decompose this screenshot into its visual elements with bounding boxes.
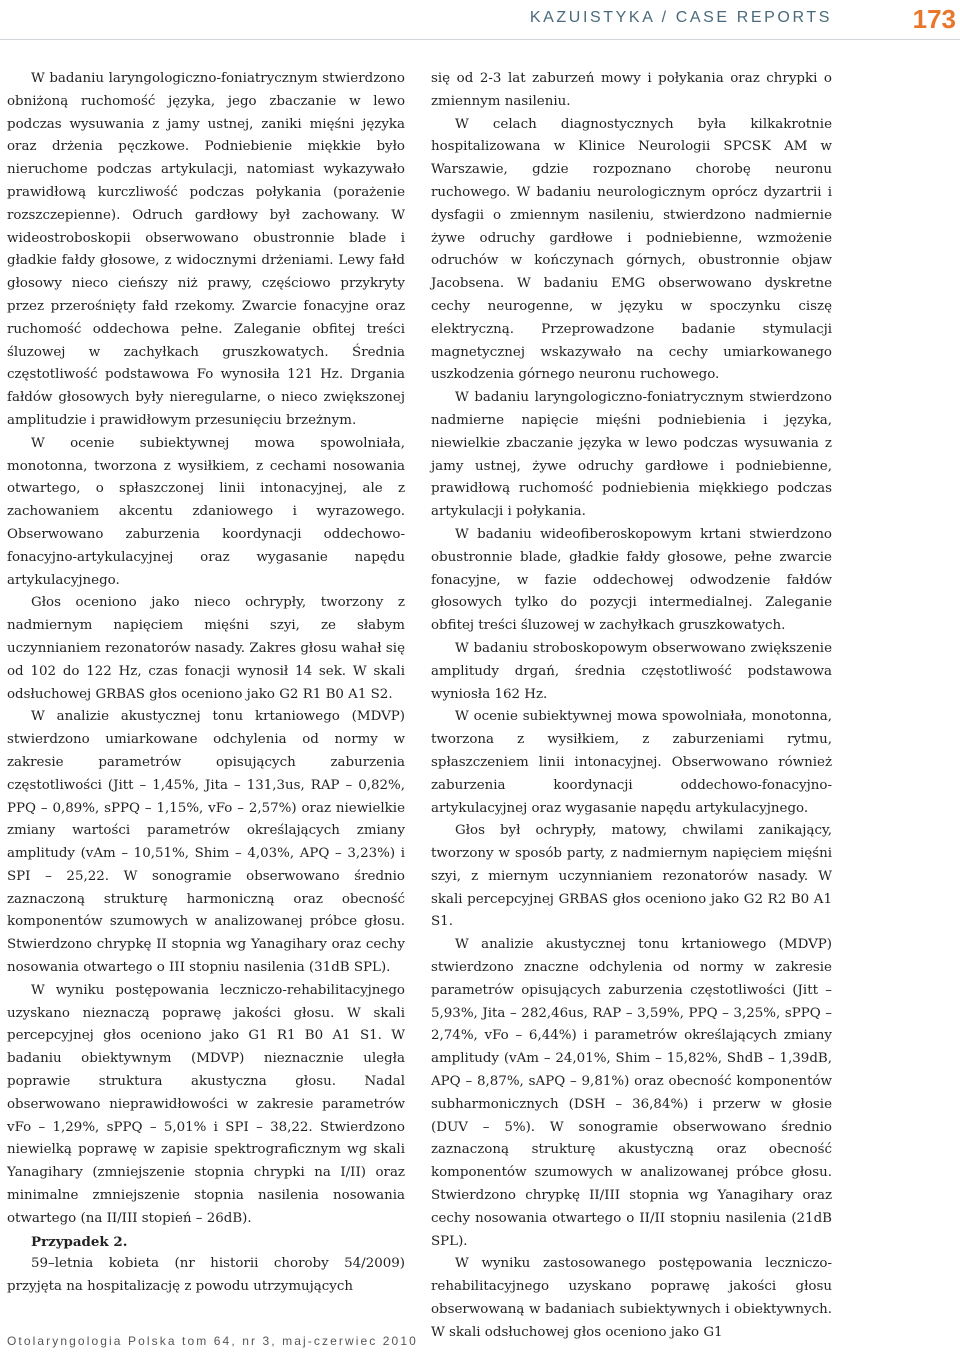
paragraph: W badaniu wideofiberoskopowym krtani stwierdzono obustronnie blade, gładkie fałdy głosowe, pełne zwarcie fonacyjne, w fazie oddechowej odwodzenie fałdów głosowych tylko do pozycji intermedialnej. Zaleganie obfitej treści śluzowej w zachyłkach gruszkowatych. <box>431 526 832 634</box>
running-head: KAZUISTYKA / CASE REPORTS <box>529 9 832 26</box>
paragraph: W badaniu laryngologiczno-foniatrycznym stwierdzono nadmierne napięcie mięśni podniebienia i języka, niewielkie zbaczanie języka w lewo podczas wysuwania z jamy ustnej, żywe odruchy gardłowe i podniebienne, prawidłową ruchomość podniebienia miękkiego podczas artykulacji i połykania. <box>431 390 832 520</box>
paragraph: 59–letnia kobieta (nr historii choroby 54/2009) przyjęta na hospitalizację z powodu utrzymujących <box>7 1256 405 1295</box>
paragraph: W analizie akustycznej tonu krtaniowego (MDVP) stwierdzono znaczne odchylenia od normy w zakresie parametrów opisujących zaburzenia częstotliwości (Jitt – 5,93%, Jita – 282,46us, RAP – 3,59%, PPQ – 3,25%, sPPQ – 2,74%, vFo – 6,44%) i parametrów określających zmiany amplitudy (vAm – 24,01%, Shim – 15,82%, ShdB – 1,39dB, APQ – 8,87%, sAPQ – 9,81%) oraz obecność komponentów subharmonicznych (DSH – 36,84%) i przerw w głosie (DUV – 5%). W sonogramie obserwowano średnio zaznaczoną strukturę akustyczną oraz obecność komponentów szumowych w analizowanej próbce głosu. Stwierdzono chrypkę II/III stopnia wg Yanagihary oraz cechy nosowania otwartego o II/II stopniu nasilenia (21dB SPL). <box>431 937 832 1249</box>
paragraph: W ocenie subiektywnej mowa spowolniała, monotonna, tworzona z wysiłkiem, z cechami nosowania otwartego, o spłaszczonej linii intonacyjnej, ale z zachowaniem akcentu zdaniowego i wyrazowego. Obserwowano zaburzenia koordynacji oddechowo-fonacyjno-artykulacyjnej oraz wygasanie napędu artykulacyjnego. <box>7 435 405 588</box>
paragraph: W ocenie subiektywnej mowa spowolniała, monotonna, tworzona z wysiłkiem, z zaburzeniami rytmu, spłaszczeniem linii intonacyjnej. Obserwowano również zaburzenia koordynacji oddechowo-fonacyjno-artykulacyjnej oraz wygasanie napędu artykulacyjnego. <box>431 709 832 816</box>
page-number: 173 <box>912 4 956 34</box>
paragraph: W celach diagnostycznych była kilkakrotnie hospitalizowana w Klinice Neurologii SPCSK AM w Warszawie, gdzie rozpoznano chorobę neuronu ruchowego. W badaniu neurologicznym oprócz dyzartrii i dysfagii o zmiennym nasileniu, stwierdzono nadmiernie żywe odruchy gardłowe i podniebienne, wzmożenie odruchów w kończynach górnych, obustronnie objaw Jacobsena. W badaniu EMG obserwowano dyskretne cechy neurogenne, w języku w spoczynku ciszę elektryczną. Przeprowadzone badanie stymulacji magnetycznej wskazywało na cechy umiarkowanego uszkodzenia górnego neuronu ruchowego. <box>431 116 832 383</box>
paragraph: W wyniku postępowania leczniczo-rehabilitacyjnego uzyskano nieznaczą poprawę jakości głosu. W skali percepcyjnej głos oceniono jako G1 R1 B0 A1 S1. W badaniu obiektywnym (MDVP) nieznacznie uległa poprawie struktura akustyczna głosu. Nadal obserwowano nieprawidłowości w zakresie parametrów vFo – 1,29%, sPPQ – 5,01% i SPI – 38,22. Stwierdzono niewielką poprawę w zapisie spektrograficznym wg skali Yanagihary (zmniejszenie stopnia chrypki na I/II) oraz minimalne zmniejszenie stopnia nasilenia nosowania otwartego (na II/III stopień – 26dB). <box>7 982 405 1226</box>
paragraph: W badaniu stroboskopowym obserwowano zwiększenie amplitudy drgań, średnia częstotliwość podstawowa wyniosła 162 Hz. <box>431 640 832 702</box>
paragraph: się od 2-3 lat zaburzeń mowy i połykania oraz chrypki o zmiennym nasileniu. <box>431 71 832 109</box>
right-column <box>431 68 832 1345</box>
paragraph: W badaniu laryngologiczno-foniatrycznym stwierdzono obniżoną ruchomość języka, jego zbaczanie w lewo podczas wysuwania z jamy ustnej, zaniki mięśni języka oraz drżenia pęczkowe. Podniebienie miękkie było nieruchome podczas artykulacji, natomiast wykazywało prawidłową kurczliwość podczas połykania (porażenie rozszczepienne). Odruch gardłowy był zachowany. W wideostroboskopii obserwowano obustronnie blade i gładkie fałdy głosowe, z widocznymi drżeniami. Lewy fałd głosowy nieco cieńszy niż prawy, częściowo przykryty przez przerośnięty fałd rzekomy. Zwarcie fonacyjne oraz ruchomość oddechowa pełne. Zaleganie obfitej treści śluzowej w zachyłkach gruszkowatych. Średnia częstotliwość podstawowa Fo wynosiła 121 Hz. Drgania fałdów głosowych były nieregularne, o nieco zwiększonej amplitudzie i prawidłowym przesunięciu brzeżnym. <box>7 71 405 428</box>
header-divider <box>0 39 960 40</box>
section-heading: Przypadek 2. <box>31 1233 128 1250</box>
paragraph: Głos oceniono jako nieco ochrypły, tworzony z nadmiernym napięciem mięśni szyi, ze słabym uczynnianiem rezonatorów nasady. Zakres głosu wahał się od 102 do 122 Hz, czas fonacji wynosił 14 sek. W skali odsłuchowej GRBAS głos oceniono jako G2 R1 B0 A1 S2. <box>7 595 405 702</box>
journal-footer: Otolaryngologia Polska tom 64, nr 3, maj-czerwiec 2010 <box>7 1334 418 1348</box>
paragraph: Głos był ochrypły, matowy, chwilami zanikający, tworzony w sposób party, z nadmiernym napięciem mięśni szyi, z miernym uczynnianiem rezonatorów nasady. W skali percepcyjnej GRBAS głos oceniono jako G2 R2 B0 A1 S1. <box>431 823 832 930</box>
left-column <box>7 68 405 1299</box>
paragraph: W analizie akustycznej tonu krtaniowego (MDVP) stwierdzono umiarkowane odchylenia od normy w zakresie parametrów opisujących zaburzenia częstotliwości (Jitt – 1,45%, Jita – 131,3us, RAP – 0,82%, PPQ – 0,89%, sPPQ – 1,15%, vFo – 2,57%) oraz niewielkie zmiany wartości parametrów określających zmiany amplitudy (vAm – 10,51%, Shim – 4,03%, APQ – 3,23%) i SPI – 25,22. W sonogramie obserwowano średnio zaznaczoną strukturę harmoniczną oraz obecność komponentów szumowych w analizowanej próbce głosu. Stwierdzono chrypkę II stopnia wg Yanagihary oraz cechy nosowania otwartego o III stopniu nasilenia (31dB SPL). <box>7 709 405 976</box>
paragraph: W wyniku zastosowanego postępowania leczniczo-rehabilitacyjnego uzyskano poprawę jakości głosu obserwowaną w badaniach subiektywnych i obiektywnych. W skali odsłuchowej głos oceniono jako G1 <box>431 1256 832 1340</box>
page-header <box>0 0 960 40</box>
